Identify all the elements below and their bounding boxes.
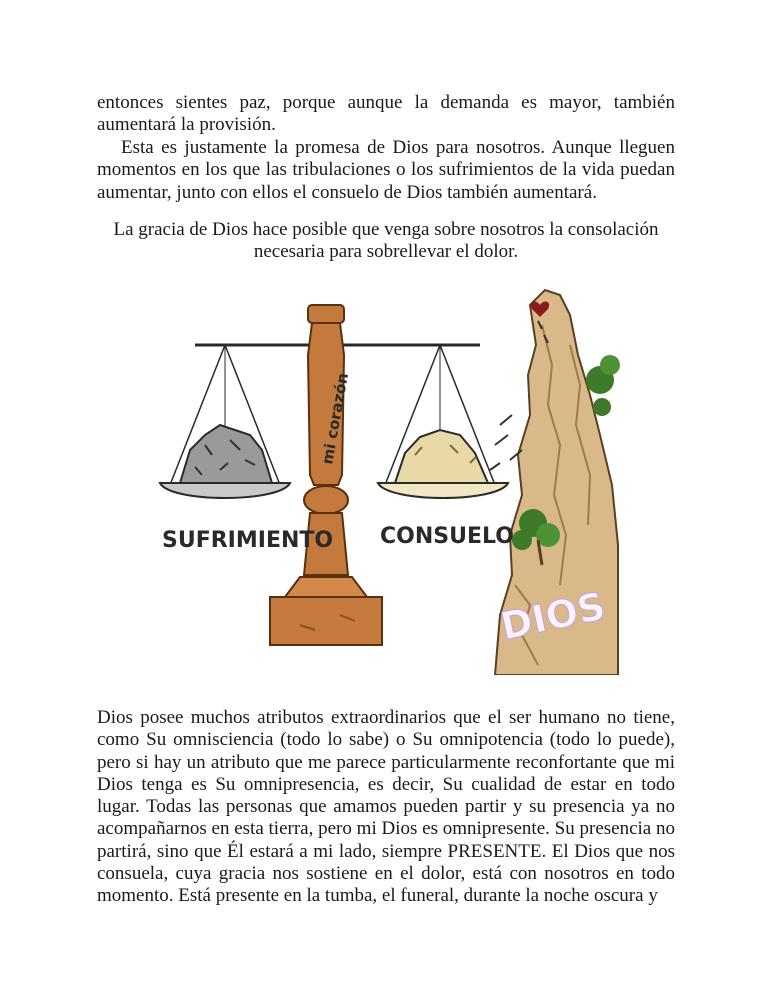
rocks-pile xyxy=(180,425,272,483)
cliff-label: DIOS xyxy=(496,583,610,649)
right-pan xyxy=(378,483,508,498)
paragraph-omnipresence: Dios posee muchos atributos extraordinarios que el ser humano no tiene, como Su omnisciencia (todo lo sabe) o Su omnipotencia (todo lo puede), pero si hay un atributo que me parece particularmente reconfortante que mi Dios tenga es Su omnipresencia, es decir, Su cualidad de estar en todo lugar. Todas las personas que amamos pueden partir y su presencia ya no acompañarnos en esta tierra, pero mi Dios es omnipresente. Su presencia no partirá, sino que Él estará a mi lado, siempre PRESENTE. El Dios que nos consuela, cuya gracia nos sostiene en el dolor, está con nosotros en todo momento. Está presente en la tumba, el funeral, durante la noche oscura y xyxy=(97,707,675,907)
cliff-drawing xyxy=(490,290,620,675)
left-scale-label: SUFRIMIENTO xyxy=(162,528,334,553)
sand-pile xyxy=(395,430,488,483)
left-pan xyxy=(160,483,290,498)
balance-scale-illustration xyxy=(150,285,620,675)
pillar-label: mi corazón xyxy=(318,371,352,466)
quote-line-2: necesaria para sobrellevar el dolor. xyxy=(253,241,519,262)
paragraph-provision: entonces sientes paz, porque aunque la demanda es mayor, también aumentará la provisión. xyxy=(97,92,675,136)
quote-line-1: La gracia de Dios hace posible que venga sobre nosotros la consolación xyxy=(113,219,659,240)
scale-pillar xyxy=(270,305,382,645)
paragraph-promise: Esta es justamente la promesa de Dios para nosotros. Aunque lleguen momentos en los que las tribulaciones o los sufrimientos de la vida puedan aumentar, junto con ellos el consuelo de Dios también aumentará. xyxy=(97,137,675,203)
right-scale-label: CONSUELO xyxy=(380,524,514,549)
